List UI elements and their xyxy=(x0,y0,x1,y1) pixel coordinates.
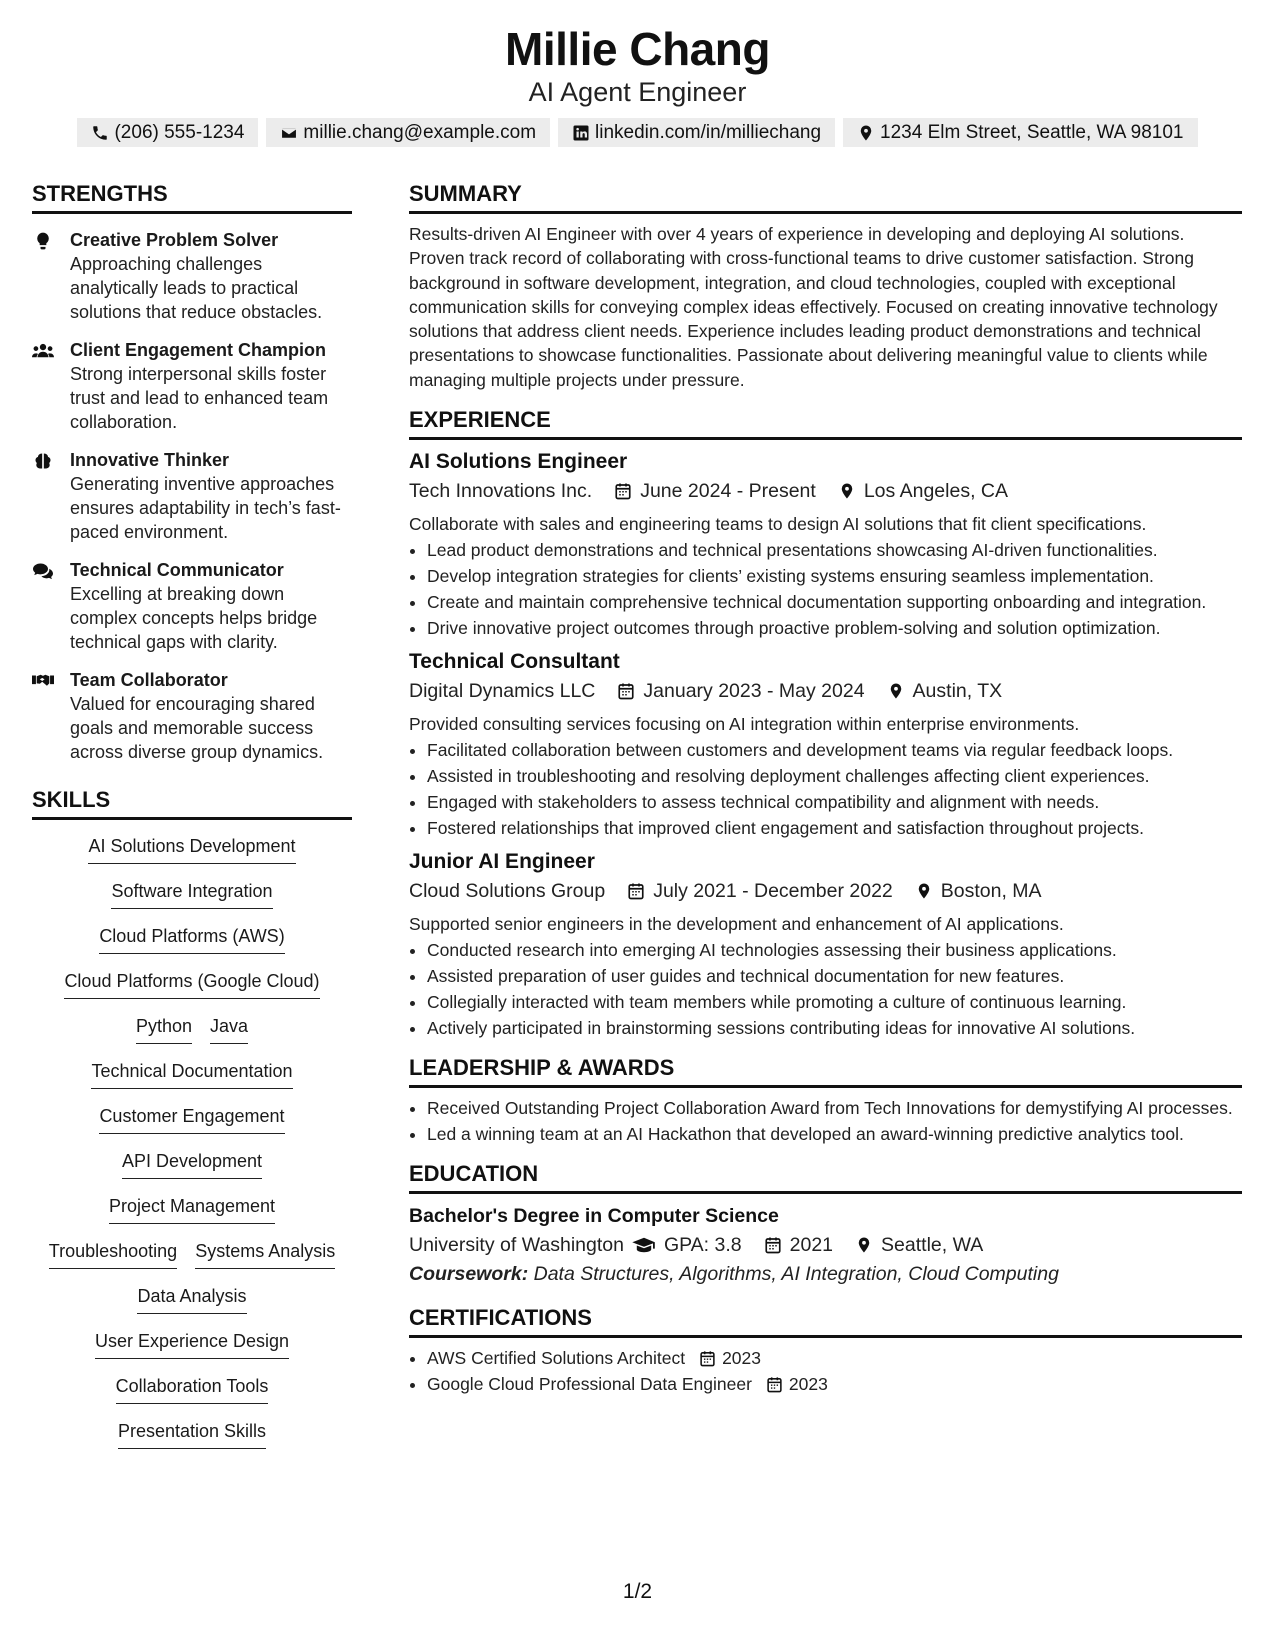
leadership-list xyxy=(409,1096,1242,1146)
job-bullet: • Conducted research into emerging AI technologies assessing their business applications. xyxy=(427,938,1242,962)
skill-tag: AI Solutions Development xyxy=(88,834,295,864)
job-location: Austin, TX xyxy=(912,680,1003,703)
skill-tag: Python xyxy=(136,1014,192,1044)
strengths-heading: STRENGTHS xyxy=(32,180,352,214)
skills-heading: SKILLS xyxy=(32,786,352,820)
job-summary: Provided consulting services focusing on AI integration within enterprise environments. xyxy=(409,714,1080,735)
resume-header xyxy=(0,22,1275,147)
summary-heading: SUMMARY xyxy=(409,180,1242,214)
lightbulb-icon xyxy=(32,231,54,251)
skill-tag: Systems Analysis xyxy=(195,1239,335,1269)
job-meta xyxy=(409,676,1242,706)
map-pin-icon xyxy=(855,1236,873,1254)
envelope-icon xyxy=(280,124,298,142)
calendar-icon xyxy=(699,1350,716,1367)
job-company: Digital Dynamics LLC xyxy=(409,680,596,703)
job-entry xyxy=(409,848,1242,1040)
strength-title: Innovative Thinker xyxy=(70,450,230,470)
calendar-icon xyxy=(764,1236,782,1254)
skill-tag: Project Management xyxy=(109,1194,275,1224)
handshake-icon xyxy=(32,671,54,691)
linkedin-chip[interactable] xyxy=(558,118,835,147)
candidate-title: AI Agent Engineer xyxy=(528,77,747,107)
comments-icon xyxy=(32,561,54,581)
phone-chip[interactable] xyxy=(77,118,258,147)
strength-item xyxy=(32,338,352,434)
certifications-section xyxy=(409,1304,1242,1396)
job-bullet: • Assisted in troubleshooting and resolving deployment challenges affecting client experiences. xyxy=(427,764,1242,788)
job-bullet: • Fostered relationships that improved client engagement and satisfaction throughout projects. xyxy=(427,816,1242,840)
job-title: AI Solutions Engineer xyxy=(409,450,628,474)
skill-tag: Cloud Platforms (Google Cloud) xyxy=(64,969,319,999)
skill-tag: Collaboration Tools xyxy=(116,1374,269,1404)
users-icon xyxy=(32,341,54,361)
certification-item xyxy=(427,1346,1242,1370)
map-pin-icon xyxy=(838,482,856,500)
strength-item xyxy=(32,558,352,654)
map-pin-icon xyxy=(887,682,905,700)
leadership-item: • Received Outstanding Project Collaboration Award from Tech Innovations for demystifying AI processes. xyxy=(427,1096,1242,1120)
skill-tag: Java xyxy=(210,1014,248,1044)
job-company: Cloud Solutions Group xyxy=(409,880,606,903)
calendar-icon xyxy=(766,1376,783,1393)
strength-desc: Excelling at breaking down complex concepts helps bridge technical gaps with clarity. xyxy=(70,584,318,652)
graduation-cap-icon xyxy=(632,1236,656,1254)
education-heading: EDUCATION xyxy=(409,1160,1242,1194)
gpa-text: GPA: 3.8 xyxy=(663,1234,742,1257)
skill-tag: Software Integration xyxy=(111,879,272,909)
leadership-heading: LEADERSHIP & AWARDS xyxy=(409,1054,1242,1088)
linkedin-icon xyxy=(572,124,590,142)
job-bullet: • Lead product demonstrations and technical presentations showcasing AI-driven functionalities. xyxy=(427,538,1242,562)
job-summary: Collaborate with sales and engineering teams to design AI solutions that fit client specifications. xyxy=(409,514,1147,535)
contact-bar xyxy=(0,118,1275,147)
education-year: 2021 xyxy=(789,1234,834,1257)
degree-title: Bachelor's Degree in Computer Science xyxy=(409,1205,779,1228)
job-dates: July 2021 - December 2022 xyxy=(653,880,893,903)
skill-tag: Data Analysis xyxy=(137,1284,246,1314)
job-bullet: • Actively participated in brainstorming sessions contributing ideas for innovative AI solutions. xyxy=(427,1016,1242,1040)
strength-desc: Generating inventive approaches ensures adaptability in tech’s fast-paced environment. xyxy=(70,474,341,542)
skill-tag: Troubleshooting xyxy=(49,1239,177,1269)
job-bullet: • Engaged with stakeholders to assess technical compatibility and alignment with needs. xyxy=(427,790,1242,814)
strength-desc: Strong interpersonal skills foster trust and lead to enhanced team collaboration. xyxy=(70,364,329,432)
phone-text: (206) 555-1234 xyxy=(114,122,245,143)
job-meta xyxy=(409,876,1242,906)
job-title: Technical Consultant xyxy=(409,650,620,674)
candidate-name: Millie Chang xyxy=(505,23,770,75)
job-bullets xyxy=(409,738,1242,840)
education-location: Seattle, WA xyxy=(881,1234,984,1257)
map-pin-icon xyxy=(857,124,875,142)
job-entry xyxy=(409,648,1242,840)
strength-item xyxy=(32,448,352,544)
job-bullet: • Collegially interacted with team members while promoting a culture of continuous learning. xyxy=(427,990,1242,1014)
job-title: Junior AI Engineer xyxy=(409,850,595,874)
experience-heading: EXPERIENCE xyxy=(409,406,1242,440)
cert-year: 2023 xyxy=(788,1374,828,1395)
email-chip[interactable] xyxy=(266,118,550,147)
page-number: 1/2 xyxy=(622,1580,653,1603)
skills-list xyxy=(32,834,352,1464)
strength-desc: Valued for encouraging shared goals and memorable success across diverse group dynamics. xyxy=(70,694,324,762)
job-bullet: • Facilitated collaboration between customers and development teams via regular feedback loops. xyxy=(427,738,1242,762)
certifications-heading: CERTIFICATIONS xyxy=(409,1304,1242,1338)
job-bullet: • Drive innovative project outcomes through proactive problem-solving and solution optimization. xyxy=(427,616,1242,640)
job-bullets xyxy=(409,938,1242,1040)
leadership-item: • Led a winning team at an AI Hackathon that developed an award-winning predictive analytics tool. xyxy=(427,1122,1242,1146)
cert-name: • AWS Certified Solutions Architect xyxy=(427,1348,686,1369)
education-section xyxy=(409,1160,1242,1288)
strength-title: Client Engagement Champion xyxy=(70,340,327,360)
skill-tag: User Experience Design xyxy=(95,1329,289,1359)
strength-desc: Approaching challenges analytically leads to practical solutions that reduce obstacles. xyxy=(70,254,323,322)
brain-icon xyxy=(32,451,54,471)
skill-tag: Customer Engagement xyxy=(99,1104,284,1134)
job-dates: June 2024 - Present xyxy=(640,480,816,503)
experience-section xyxy=(409,406,1242,1040)
strength-item xyxy=(32,228,352,324)
skill-tag: Presentation Skills xyxy=(118,1419,266,1449)
skill-tag: Technical Documentation xyxy=(91,1059,292,1089)
calendar-icon xyxy=(617,682,635,700)
map-pin-icon xyxy=(915,882,933,900)
job-location: Boston, MA xyxy=(940,880,1042,903)
job-entry xyxy=(409,448,1242,640)
linkedin-text: linkedin.com/in/milliechang xyxy=(595,122,822,143)
job-meta xyxy=(409,476,1242,506)
job-bullet: • Develop integration strategies for clients’ existing systems ensuring seamless implementation. xyxy=(427,564,1242,588)
school-name: University of Washington xyxy=(409,1234,624,1257)
strength-title: Creative Problem Solver xyxy=(70,230,279,250)
job-company: Tech Innovations Inc. xyxy=(409,480,593,503)
address-chip[interactable] xyxy=(843,118,1197,147)
cert-name: • Google Cloud Professional Data Engineer xyxy=(427,1374,752,1395)
right-column xyxy=(409,180,1242,1396)
coursework xyxy=(409,1260,1242,1288)
job-bullet: • Create and maintain comprehensive technical documentation supporting onboarding and integration. xyxy=(427,590,1242,614)
phone-icon xyxy=(91,124,109,142)
job-dates: January 2023 - May 2024 xyxy=(643,680,865,703)
job-location: Los Angeles, CA xyxy=(863,480,1009,503)
skill-tag: API Development xyxy=(122,1149,262,1179)
address-text: 1234 Elm Street, Seattle, WA 98101 xyxy=(880,122,1184,143)
leadership-section xyxy=(409,1054,1242,1146)
skill-tag: Cloud Platforms (AWS) xyxy=(99,924,284,954)
certification-item xyxy=(427,1372,1242,1396)
coursework-label: Coursework: xyxy=(409,1263,529,1286)
cert-year: 2023 xyxy=(722,1348,762,1369)
certifications-list xyxy=(409,1346,1242,1396)
job-summary: Supported senior engineers in the development and enhancement of AI applications. xyxy=(409,914,1064,935)
strength-title: Technical Communicator xyxy=(70,560,284,580)
calendar-icon xyxy=(614,482,632,500)
education-meta xyxy=(409,1230,1242,1260)
job-bullet: • Assisted preparation of user guides and technical documentation for new features. xyxy=(427,964,1242,988)
strength-item xyxy=(32,668,352,764)
summary-text: Results-driven AI Engineer with over 4 years of experience in developing and deploying AI solutions. Proven track record of collaborating with cross-functional teams to drive customer satisfaction. Strong background in software development, integration, and cloud technologies, coupled with exceptional communication skills for conveying complex ideas effectively. Focused on creating innovative technology solutions that address client needs. Experience includes leading product demonstrations and technical presentations to showcase functionalities. Passionate about delivering meaningful value to clients while managing multiple projects under pressure. xyxy=(409,224,1218,390)
strength-title: Team Collaborator xyxy=(70,670,228,690)
coursework-text: Data Structures, Algorithms, AI Integration, Cloud Computing xyxy=(533,1263,1059,1286)
calendar-icon xyxy=(627,882,645,900)
email-text: millie.chang@example.com xyxy=(303,122,537,143)
left-column xyxy=(32,180,352,1464)
job-bullets xyxy=(409,538,1242,640)
